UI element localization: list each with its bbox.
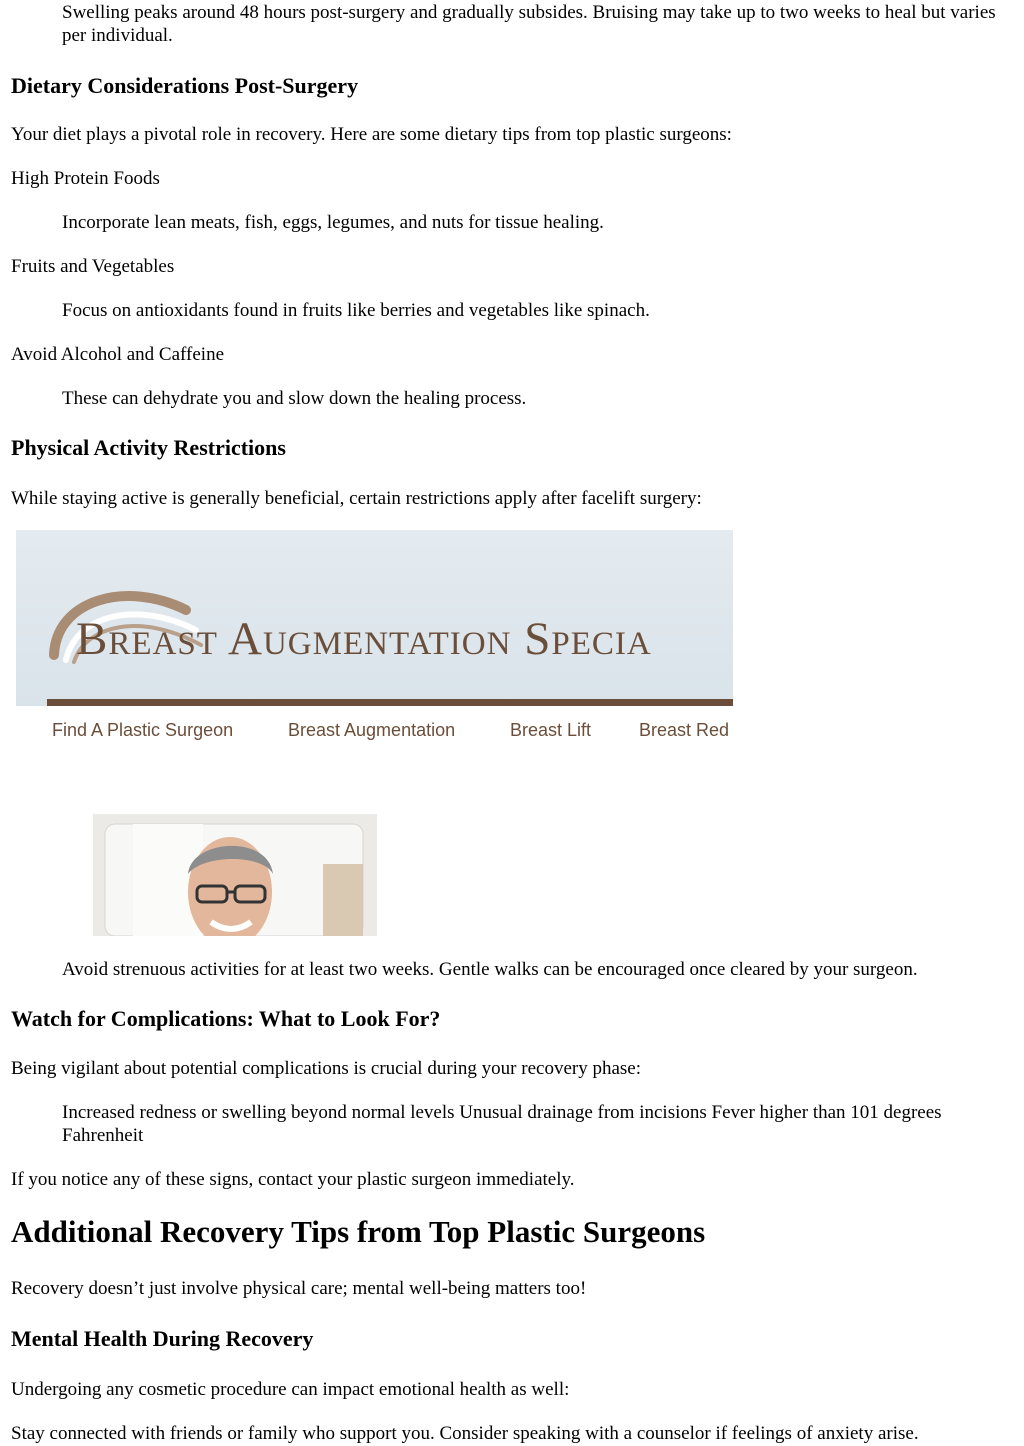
complications-intro: Being vigilant about potential complications is crucial during your recovery phase: [11,1058,641,1079]
swelling-paragraph: Swelling peaks around 48 hours post-surgery and gradually subsides. Bruising may take up to two weeks to heal but varies per individual. [62,2,996,46]
mental-intro: Undergoing any cosmetic procedure can impact emotional health as well: [11,1379,570,1400]
activity-heading: Physical Activity Restrictions [11,435,286,460]
complications-outro: If you notice any of these signs, contact your plastic surgeon immediately. [11,1169,575,1190]
banner-nav-reduction[interactable]: Breast Red [639,720,730,740]
banner-nav [16,720,733,746]
fruits-desc: Focus on antioxidants found in fruits like berries and vegetables like spinach. [62,300,650,321]
mental-desc: Stay connected with friends or family who support you. Consider speaking with a counselor if feelings of anxiety arise. [11,1423,919,1444]
alcohol-term: Avoid Alcohol and Caffeine [11,344,224,365]
diet-heading: Dietary Considerations Post-Surgery [11,73,359,98]
activity-desc: Avoid strenuous activities for at least two weeks. Gentle walks can be encouraged once cleared by your surgeon. [62,959,918,980]
mental-heading: Mental Health During Recovery [11,1326,314,1351]
complications-list: Increased redness or swelling beyond normal levels Unusual drainage from incisions Fever higher than 101 degrees Fahrenheit [62,1102,942,1146]
activity-intro: While staying active is generally beneficial, certain restrictions apply after facelift surgery: [11,488,702,509]
diet-intro: Your diet plays a pivotal role in recovery. Here are some dietary tips from top plastic surgeons: [11,124,732,145]
fruits-term: Fruits and Vegetables [11,256,175,277]
banner-divider [47,699,733,706]
surgeon-portrait-icon [93,814,377,936]
complications-heading: Watch for Complications: What to Look For? [11,1006,441,1031]
protein-desc: Incorporate lean meats, fish, eggs, legumes, and nuts for tissue healing. [62,212,604,233]
tips-intro: Recovery doesn’t just involve physical care; mental well-being matters too! [11,1278,587,1299]
banner-title: Breast Augmentation Specia [76,613,652,665]
surgeon-photo [93,814,377,936]
banner-nav-lift[interactable]: Breast Lift [510,720,592,740]
protein-term: High Protein Foods [11,168,160,189]
alcohol-desc: These can dehydrate you and slow down the healing process. [62,388,527,409]
banner-nav-augmentation[interactable]: Breast Augmentation [288,720,456,740]
banner-nav-find-surgeon[interactable]: Find A Plastic Surgeon [52,720,234,740]
tips-heading: Additional Recovery Tips from Top Plastic Surgeons [11,1214,706,1249]
banner-image [16,530,733,760]
